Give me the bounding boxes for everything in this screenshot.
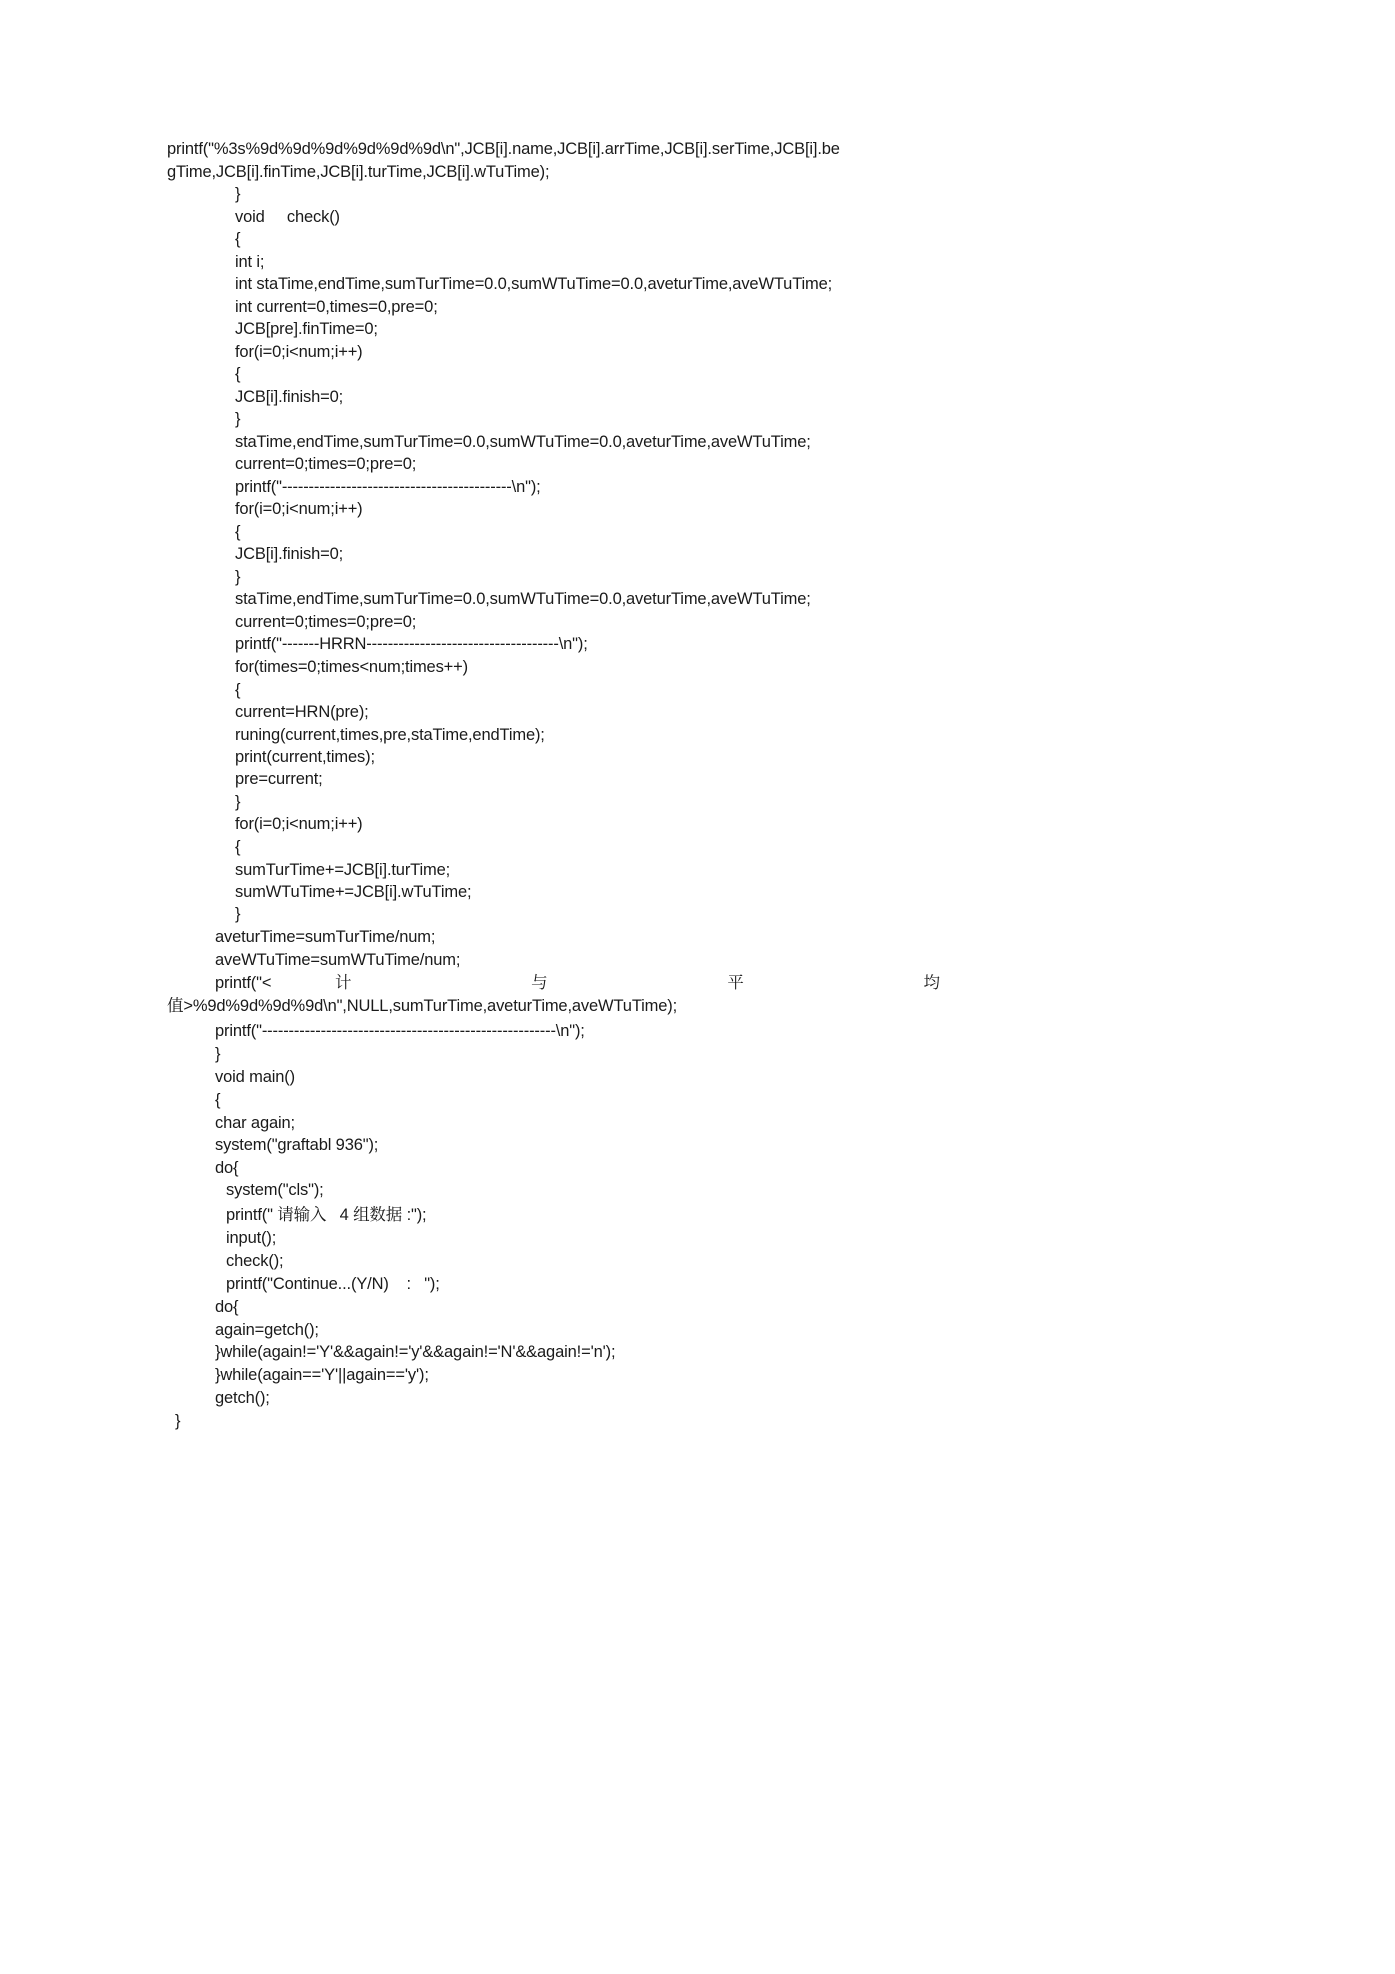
code-line: { [235, 365, 241, 383]
code-line: { [235, 838, 241, 856]
code-line: again=getch(); [215, 1321, 319, 1339]
code-line: } [215, 1045, 221, 1063]
code-line: staTime,endTime,sumTurTime=0.0,sumWTuTime=0.0,aveturTime,aveWTuTime; [235, 433, 811, 451]
code-line: { [215, 1091, 221, 1109]
code-line: JCB[i].finish=0; [235, 388, 344, 406]
code-line: current=0;times=0;pre=0; [235, 455, 417, 473]
code-line: aveturTime=sumTurTime/num; [215, 928, 436, 946]
code-line: printf("Continue...(Y/N) : "); [226, 1275, 440, 1293]
code-line: sumWTuTime+=JCB[i].wTuTime; [235, 883, 472, 901]
spread-word: 平 [727, 974, 744, 992]
code-line: printf("-------------------------------------------\n"); [235, 478, 541, 496]
code-line: input(); [226, 1229, 277, 1247]
code-line: for(i=0;i<num;i++) [235, 815, 363, 833]
code-line: print(current,times); [235, 748, 375, 766]
code-line: runing(current,times,pre,staTime,endTime); [235, 726, 545, 744]
code-line: { [235, 230, 241, 248]
code-line: } [235, 793, 241, 811]
code-line: }while(again!='Y'&&again!='y'&&again!='N'&&again!='n'); [215, 1343, 616, 1361]
code-line: do{ [215, 1159, 239, 1177]
code-line: } [235, 568, 241, 586]
spread-chinese-words [215, 973, 940, 993]
code-line: JCB[pre].finTime=0; [235, 320, 378, 338]
code-line: printf("-------HRRN------------------------------------\n"); [235, 635, 588, 653]
code-line: int current=0,times=0,pre=0; [235, 298, 438, 316]
code-line: printf("< [215, 974, 272, 992]
code-line: do{ [215, 1298, 239, 1316]
code-line: int i; [235, 253, 265, 271]
code-line: { [235, 681, 241, 699]
code-line: 值>%9d%9d%9d%9d\n",NULL,sumTurTime,aveturTime,aveWTuTime); [167, 997, 678, 1015]
spread-word: 与 [531, 974, 548, 992]
code-line: char again; [215, 1114, 295, 1132]
spread-word: 均 [923, 974, 940, 992]
code-line: } [175, 1412, 181, 1430]
code-line: for(i=0;i<num;i++) [235, 500, 363, 518]
code-line: check(); [226, 1252, 284, 1270]
code-line: current=0;times=0;pre=0; [235, 613, 417, 631]
code-line: } [235, 410, 241, 428]
spread-word: 计 [335, 974, 352, 992]
code-line: void main() [215, 1068, 295, 1086]
code-line: int staTime,endTime,sumTurTime=0.0,sumWTuTime=0.0,aveturTime,aveWTuTime; [235, 275, 833, 293]
code-line: for(i=0;i<num;i++) [235, 343, 363, 361]
code-line: staTime,endTime,sumTurTime=0.0,sumWTuTime=0.0,aveturTime,aveWTuTime; [235, 590, 811, 608]
code-line: printf("%3s%9d%9d%9d%9d%9d%9d\n",JCB[i].name,JCB[i].arrTime,JCB[i].serTime,JCB[i].be [167, 140, 840, 158]
code-line: sumTurTime+=JCB[i].turTime; [235, 861, 451, 879]
code-line: printf("-------------------------------------------------------\n"); [215, 1022, 585, 1040]
code-line: current=HRN(pre); [235, 703, 369, 721]
code-line: system("cls"); [226, 1181, 324, 1199]
code-line: for(times=0;times<num;times++) [235, 658, 468, 676]
code-line: system("graftabl 936"); [215, 1136, 379, 1154]
code-line: getch(); [215, 1389, 270, 1407]
code-line: } [235, 185, 241, 203]
code-line: }while(again=='Y'||again=='y'); [215, 1366, 429, 1384]
code-line: void check() [235, 208, 340, 226]
code-line: pre=current; [235, 770, 323, 788]
code-line: aveWTuTime=sumWTuTime/num; [215, 951, 461, 969]
code-line: JCB[i].finish=0; [235, 545, 344, 563]
code-line: gTime,JCB[i].finTime,JCB[i].turTime,JCB[i].wTuTime); [167, 163, 550, 181]
code-line: printf(" 请输入 4 组数据 :"); [226, 1206, 427, 1224]
code-line: { [235, 523, 241, 541]
code-line: } [235, 905, 241, 923]
